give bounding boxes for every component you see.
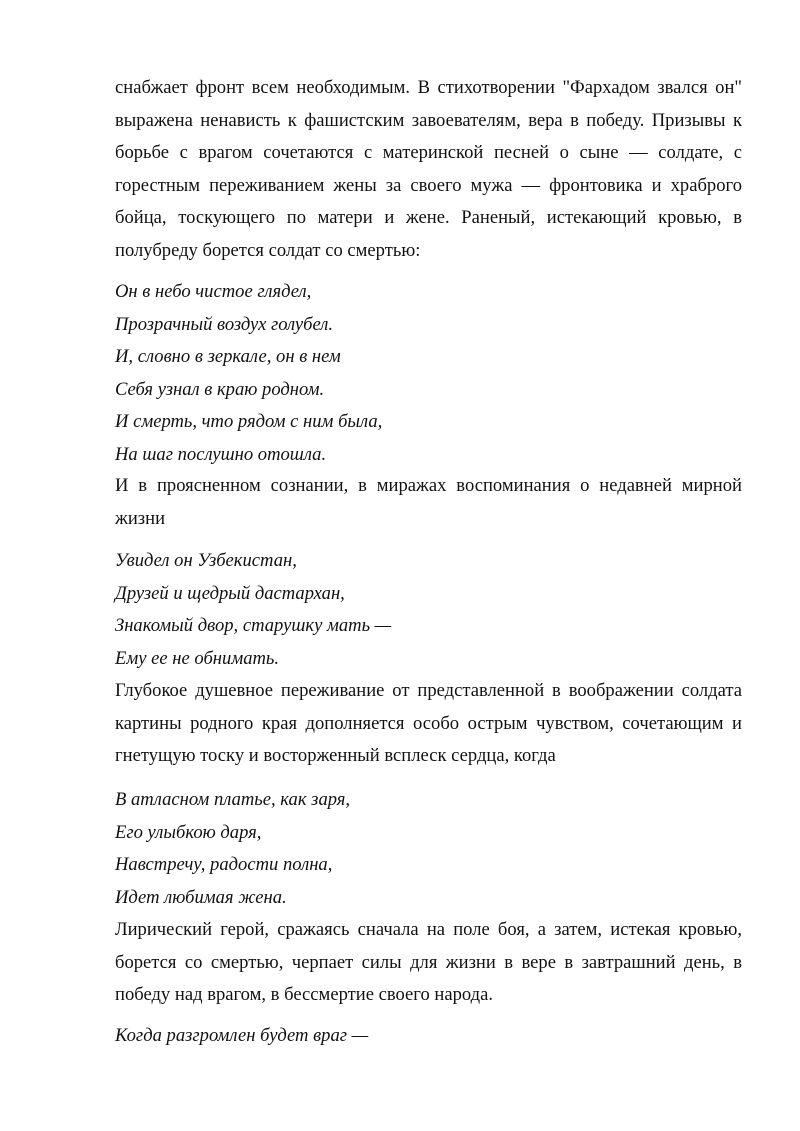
paragraph-4: Лирический герой, сражаясь сначала на поле боя, а затем, истекая кровью, борется со смертью, черпает силы для жизни в вере в завтрашний день, в победу над врагом, в бессмертие своего народа. [115, 919, 742, 1005]
verse-4-line-1: Когда разгромлен будет враг — [115, 1025, 369, 1046]
verse-3 [115, 784, 742, 914]
verse-2-line-2: Друзей и щедрый дастархан, [115, 582, 345, 604]
verse-2-line-1: Увидел он Узбекистан, [115, 550, 297, 571]
verse-1-line-6: На шаг послушно отошла. [115, 443, 327, 465]
verse-3-line-2: Его улыбкою даря, [115, 821, 262, 843]
verse-3-line-3: Навстречу, радости полна, [115, 854, 333, 876]
verse-4 [115, 1020, 742, 1053]
paragraph-1: снабжает фронт всем необходимым. В стихотворении "Фархадом звался он" выражена ненависть к фашистским завоевателям, вера в победу. Призывы к борьбе с врагом сочетаются с материнской песней о сыне — солдате, с горестным переживанием жены за своего мужа — фронтовика и храброго бойца, тоскующего по матери и жене. Раненый, истекающий кровью, в полубреду борется солдат со смертью: [115, 77, 742, 261]
verse-2-line-3: Знакомый двор, старушку мать — [115, 615, 392, 637]
verse-1-line-4: Себя узнал в краю родном. [115, 378, 325, 400]
paragraph-3: Глубокое душевное переживание от представленной в воображении солдата картины родного края дополняется особо острым чувством, сочетающим и гнетущую тоску и восторженный всплеск сердца, когда [115, 680, 742, 766]
verse-1-line-1: Он в небо чистое глядел, [115, 281, 312, 302]
verse-1-line-2: Прозрачный воздух голубел. [115, 313, 334, 335]
verse-2-line-4: Ему ее не обнимать. [115, 647, 280, 669]
verse-2 [115, 545, 742, 675]
verse-1-line-3: И, словно в зеркале, он в нем [115, 346, 341, 368]
verse-1-line-5: И смерть, что рядом с ним была, [115, 411, 383, 433]
verse-1 [115, 276, 742, 472]
verse-3-line-4: Идет любимая жена. [115, 886, 287, 908]
paragraph-2: И в проясненном сознании, в миражах воспоминания о недавней мирной жизни [115, 475, 742, 529]
verse-3-line-1: В атласном платье, как заря, [115, 789, 351, 810]
